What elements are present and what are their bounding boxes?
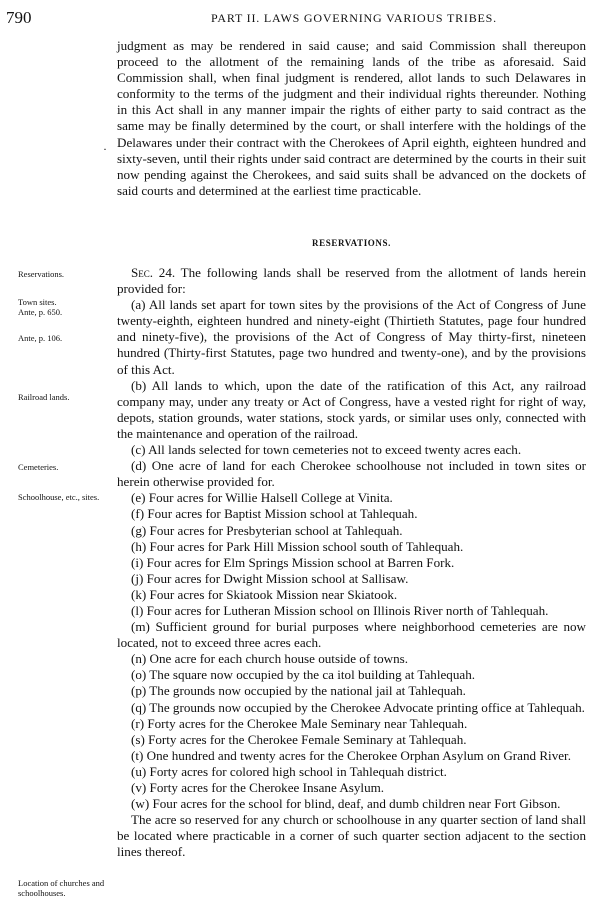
clause-m: (m) Sufficient ground for burial purposes where neighborhood cemeteries are now located, not to exceed three acres each.	[117, 619, 586, 651]
clause-d: (d) One acre of land for each Cherokee schoolhouse not included in town sites or herein otherwise provided for.	[117, 458, 586, 490]
clause-k: (k) Four acres for Skiatook Mission near Skiatook.	[131, 586, 398, 602]
clause-r: (r) Forty acres for the Cherokee Male Seminary near Tahlequah.	[131, 715, 468, 731]
clause-h: (h) Four acres for Park Hill Mission school south of Tahlequah.	[131, 538, 464, 554]
clause-f: (f) Four acres for Baptist Mission school at Tahlequah.	[131, 506, 418, 522]
running-head: PART II. LAWS GOVERNING VARIOUS TRIBES.	[211, 11, 497, 25]
clause-p: (p) The grounds now occupied by the national jail at Tahlequah.	[131, 683, 466, 699]
text-block-top	[117, 38, 586, 199]
clause-o: (o) The square now occupied by the ca itol building at Tahlequah.	[131, 667, 476, 683]
section-heading: RESERVATIONS.	[312, 238, 391, 248]
section-label: Sec. 24.	[131, 265, 176, 280]
margin-note-town-sites: Town sites.	[18, 297, 57, 307]
margin-note-reservations: Reservations.	[18, 269, 65, 279]
clause-e: (e) Four acres for Willie Halsell College at Vinita.	[131, 490, 393, 506]
text-block-reservations	[117, 265, 586, 860]
closing-paragraph: The acre so reserved for any church or schoolhouse in any quarter section of land shall be located where practicable in a corner of such quarter section adjacent to the section lines thereof.	[117, 812, 586, 860]
clause-w: (w) Four acres for the school for blind, deaf, and dumb children near Fort Gibson.	[131, 796, 561, 812]
paragraph-continuation: judgment as may be rendered in said cause; and said Commission shall thereupon proceed to the allotment of the remaining lands of the tribe as aforesaid. Said Commission shall, when final judgment is rendered, allot lands to such Delawares in conformity to the terms of the judgment and their individual rights thereunder. Nothing in this Act shall in any manner impair the rights of either party to said contract as the same may be finally determined by the court, or shall interfere with the holdings of the Delawares under their contract with the Cherokees of April eighth, eighteen hundred and sixty-seven, until their rights under said contract are determined by the courts in their suit now pending against the Cherokees, and said suits shall be advanced on the dockets of said courts and determined at the earliest time practicable.	[117, 38, 586, 198]
clause-s: (s) Forty acres for the Cherokee Female Seminary at Tahlequah.	[131, 731, 467, 747]
clause-l: (l) Four acres for Lutheran Mission school on Illinois River north of Tahlequah.	[131, 602, 549, 618]
clause-n: (n) One acre for each church house outside of towns.	[131, 651, 409, 667]
clause-j: (j) Four acres for Dwight Mission school at Sallisaw.	[131, 570, 409, 586]
clause-t: (t) One hundred and twenty acres for the Cherokee Orphan Asylum on Grand River.	[131, 747, 571, 763]
margin-note-ante-650: Ante, p. 650.	[18, 307, 63, 317]
margin-note-ante-106: Ante, p. 106.	[18, 333, 63, 343]
clause-u: (u) Forty acres for colored high school in Tahlequah district.	[131, 763, 447, 779]
clause-v: (v) Forty acres for the Cherokee Insane Asylum.	[131, 780, 385, 795]
clause-b: (b) All lands to which, upon the date of the ratification of this Act, any railroad company may, under any treaty or Act of Congress, have a vested right for right of way, depots, station grounds, water stations, stock yards, or similar uses only, connected with the maintenance and operation of the railroad.	[117, 377, 586, 441]
margin-note-schoolhouse-sites: Schoolhouse, etc., sites.	[18, 492, 100, 502]
section-intro	[117, 265, 586, 297]
clause-c: (c) All lands selected for town cemeteries not to exceed twenty acres each.	[131, 442, 522, 458]
page-number: 790	[6, 8, 32, 27]
margin-note-cemeteries: Cemeteries.	[18, 462, 59, 472]
clause-a: (a) All lands set apart for town sites by the provisions of the Act of Congress of June twenty-eighth, eighteen hundred and ninety-eight (Thirtieth Statutes, page four hundred and ninety-five), the provisions of the Act of Congress of May thirty-first, nineteen hundred (Thirty-first Statutes, page two hundred and twenty-one), and by the provisions of this Act.	[117, 297, 586, 377]
clause-i: (i) Four acres for Elm Springs Mission school at Barren Fork.	[131, 554, 455, 570]
clause-q: (q) The grounds now occupied by the Cherokee Advocate printing office at Tahlequah.	[131, 699, 585, 715]
margin-note-location-churches: Location of churches and schoolhouses.	[18, 878, 105, 898]
margin-dot: ·	[103, 142, 107, 156]
margin-note-railroad-lands: Railroad lands.	[18, 392, 70, 402]
section-intro-text: The following lands shall be reserved from the allotment of lands herein provided for:	[117, 265, 586, 297]
clause-g: (g) Four acres for Presbyterian school at Tahlequah.	[131, 522, 403, 538]
